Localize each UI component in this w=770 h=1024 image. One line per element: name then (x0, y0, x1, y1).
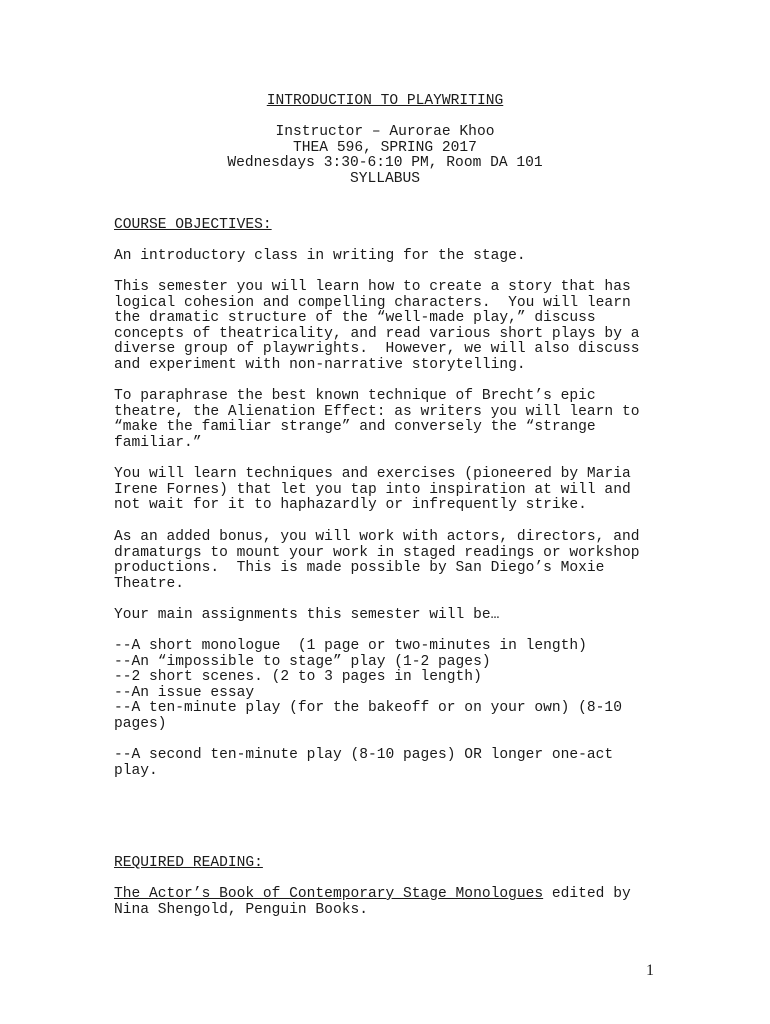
list-item: --A short monologue (1 page or two-minutes in length) (114, 638, 587, 654)
assignments-intro: Your main assignments this semester will be… (114, 607, 500, 623)
objectives-paragraph-2: To paraphrase the best known technique of Brecht’s epic theatre, the Alienation Effect: as writers you will learn to “make the familiar strange” and conversely the “strange familiar.” (114, 388, 640, 451)
objectives-heading: COURSE OBJECTIVES: (114, 217, 272, 233)
list-item: --An issue essay (114, 684, 255, 701)
list-item: --An “impossible to stage” play (1-2 pages) (114, 653, 491, 670)
objectives-intro: An introductory class in writing for the stage. (114, 248, 526, 264)
book-publisher: Nina Shengold, Penguin Books. (114, 901, 368, 918)
list-item: --A ten-minute play (for the bakeoff or on your own) (8-10 (114, 700, 622, 717)
instructor-line: Instructor – Aurorae Khoo (275, 124, 495, 140)
book-editor: edited by (543, 886, 631, 902)
syllabus-label: SYLLABUS (349, 171, 421, 187)
course-line: THEA 596, SPRING 2017 (293, 140, 477, 156)
objectives-paragraph-1: This semester you will learn how to create a story that has logical cohesion and compelling characters. You will learn the dramatic structure of the “well-made play,” discuss concepts of theatricality, and read various short plays by a diverse group of playwrights. However, we will also discuss and experiment with non-narrative storytelling. (114, 279, 640, 373)
book-title: The Actor’s Book of Contemporary Stage Monologues (114, 886, 544, 902)
final-assignment: --A second ten-minute play (8-10 pages) OR longer one-act play. (114, 747, 614, 779)
document-title: INTRODUCTION TO PLAYWRITING (266, 93, 504, 109)
schedule-line: Wednesdays 3:30-6:10 PM, Room DA 101 (227, 155, 543, 171)
page-number: 1 (646, 962, 654, 979)
assignments-list (114, 639, 622, 733)
reading-heading: REQUIRED READING: (114, 855, 263, 871)
objectives-paragraph-3: You will learn techniques and exercises (pioneered by Maria Irene Fornes) that let you tap into inspiration at will and not wait for it to haphazardly or infrequently strike. (114, 466, 631, 514)
list-item: pages) (114, 715, 167, 732)
objectives-paragraph-4: As an added bonus, you will work with actors, directors, and dramaturgs to mount your work in staged readings or workshop productions. This is made possible by San Diego’s Moxie Theatre. (114, 529, 640, 592)
required-book (114, 887, 631, 918)
list-item: --2 short scenes. (2 to 3 pages in length) (114, 669, 482, 686)
